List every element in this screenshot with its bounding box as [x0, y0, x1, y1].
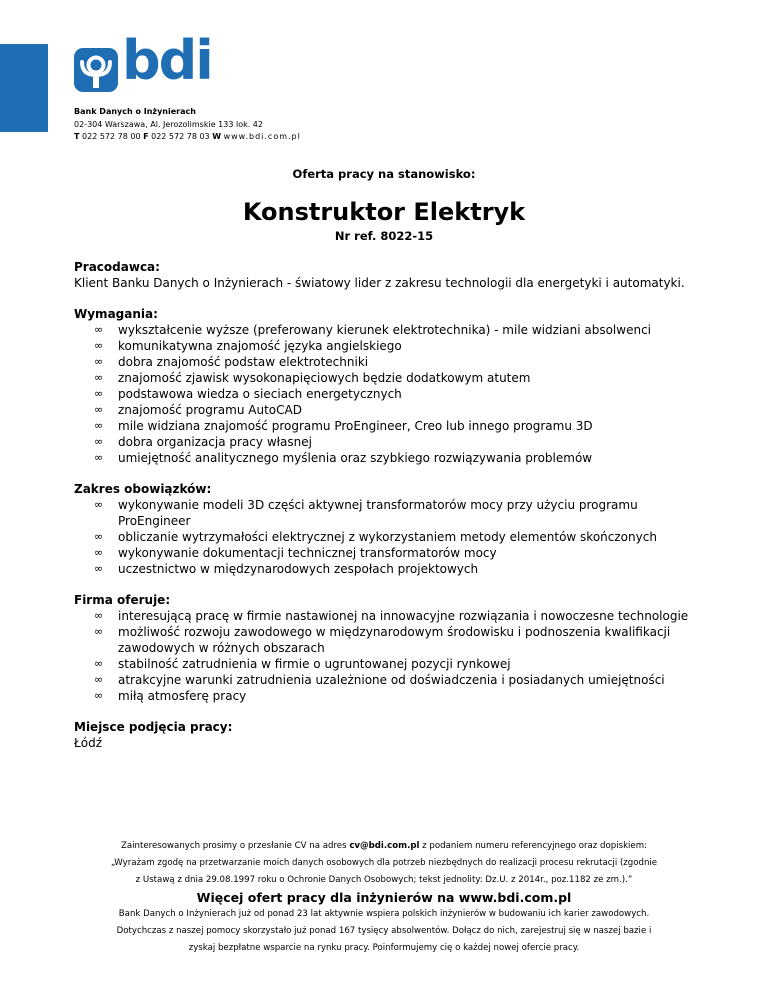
offers-heading: Firma oferuje:	[74, 593, 171, 607]
list-item: ∞ możliwość rozwoju zawodowego w międzynarodowym środowisku i podnoszenia kwalifikacji zawodowych w różnych obszarach	[118, 624, 704, 656]
list-item: ∞ znajomość zjawisk wysokonapięciowych będzie dodatkowym atutem	[118, 370, 704, 386]
fax-number: 022 572 78 03	[151, 132, 210, 141]
list-item: ∞ wykształcenie wyższe (preferowany kierunek elektrotechnika) - mile widziani absolwenci	[118, 322, 704, 338]
list-item: ∞ interesującą pracę w firmie nastawionej na innowacyjne rozwiązania i nowoczesne technologie	[118, 608, 704, 624]
company-info	[74, 106, 301, 144]
consent-line-1: „Wyrażam zgodę na przetwarzanie moich danych osobowych dla potrzeb niezbędnych do realizacji procesu rekrutacji (zgodnie	[110, 858, 658, 868]
list-item: ∞ atrakcyjne warunki zatrudnienia uzależnione od doświadczenia i posiadanych umiejętności	[118, 672, 704, 688]
list-item: ∞ wykonywanie dokumentacji technicznej transformatorów mocy	[118, 545, 704, 561]
company-contacts	[74, 131, 301, 144]
list-item: ∞ komunikatywna znajomość języka angielskiego	[118, 338, 704, 354]
offer-label: Oferta pracy na stanowisko:	[292, 167, 476, 181]
apply-text-pre: Zainteresowanych prosimy o przesłanie CV na adres	[121, 841, 350, 851]
duties-section	[74, 481, 704, 577]
apply-text-post: z podaniem numeru referencyjnego oraz dopiskiem:	[419, 841, 647, 851]
requirements-list	[74, 322, 704, 466]
bdi-person-icon	[74, 48, 118, 92]
requirements-heading: Wymagania:	[74, 307, 158, 321]
location-heading: Miejsce podjęcia pracy:	[74, 720, 233, 734]
list-item: ∞ podstawowa wiedza o sieciach energetycznych	[118, 386, 704, 402]
about-line-1: Bank Danych o Inżynierach już od ponad 23 lat aktywnie wspiera polskich inżynierów w budowaniu ich karier zawodowych.	[118, 909, 650, 919]
phone-number: 022 572 78 00	[82, 132, 141, 141]
duties-heading: Zakres obowiązków:	[74, 482, 212, 496]
list-item: ∞ znajomość programu AutoCAD	[118, 402, 704, 418]
list-item: ∞ dobra organizacja pracy własnej	[118, 434, 704, 450]
company-name: Bank Danych o Inżynierach	[74, 107, 196, 116]
offers-section	[74, 592, 704, 704]
apply-email: cv@bdi.com.pl	[349, 841, 420, 851]
list-item: ∞ uczestnictwo w międzynarodowych zespołach projektowych	[118, 561, 704, 577]
employer-heading: Pracodawca:	[74, 260, 160, 274]
web-label: W	[212, 132, 222, 141]
list-item: ∞ wykonywanie modeli 3D części aktywnej transformatorów mocy przy użyciu programu ProEngineer	[118, 497, 704, 529]
website: www.bdi.com.pl	[223, 132, 301, 141]
company-address: 02-304 Warszawa, Al. Jerozolimskie 133 lok. 42	[74, 119, 263, 129]
list-item: ∞ umiejętność analitycznego myślenia oraz szybkiego rozwiązywania problemów	[118, 450, 704, 466]
list-item: ∞ miłą atmosferę pracy	[118, 688, 704, 704]
apply-line	[30, 838, 738, 855]
phone-label: T	[74, 132, 80, 141]
duties-list	[74, 497, 704, 577]
employer-section	[74, 259, 704, 291]
about-line-2: Dotychczas z naszej pomocy skorzystało już ponad 167 tysięcy absolwentów. Dołącz do nich, zarejestruj się w naszej bazie i	[116, 926, 652, 936]
list-item: ∞ mile widziana znajomość programu ProEngineer, Creo lub innego programu 3D	[118, 418, 704, 434]
fax-label: F	[143, 132, 149, 141]
list-item: ∞ stabilność zatrudnienia w firmie o ugruntowanej pozycji rynkowej	[118, 656, 704, 672]
employer-text: Klient Banku Danych o Inżynierach - światowy lider z zakresu technologii dla energetyki i automatyki.	[74, 276, 685, 290]
logo-text: bdi	[122, 29, 212, 92]
footer	[30, 838, 738, 957]
about-line-3: zyskaj bezpłatne wsparcie na rynku pracy. Poinformujemy cię o każdej nowej ofercie pracy.	[188, 943, 580, 953]
location-section	[74, 719, 704, 751]
list-item: ∞ obliczanie wytrzymałości elektrycznej z wykorzystaniem metody elementów skończonych	[118, 529, 704, 545]
requirements-section	[74, 306, 704, 466]
more-offers-line: Więcej ofert pracy dla inżynierów na www.bdi.com.pl	[196, 890, 572, 905]
offers-list	[74, 608, 704, 704]
offer-content	[74, 259, 704, 766]
brand-side-bar	[0, 44, 48, 132]
consent-line-2: z Ustawą z dnia 29.08.1997 roku o Ochronie Danych Osobowych; tekst jednolity: Dz.U. z 2014r., poz.1182 ze zm.).”	[135, 875, 633, 885]
list-item: ∞ dobra znajomość podstaw elektrotechniki	[118, 354, 704, 370]
reference-number: Nr ref. 8022-15	[334, 229, 434, 243]
location-city: Łódź	[74, 736, 103, 750]
job-title: Konstruktor Elektryk	[242, 198, 526, 226]
